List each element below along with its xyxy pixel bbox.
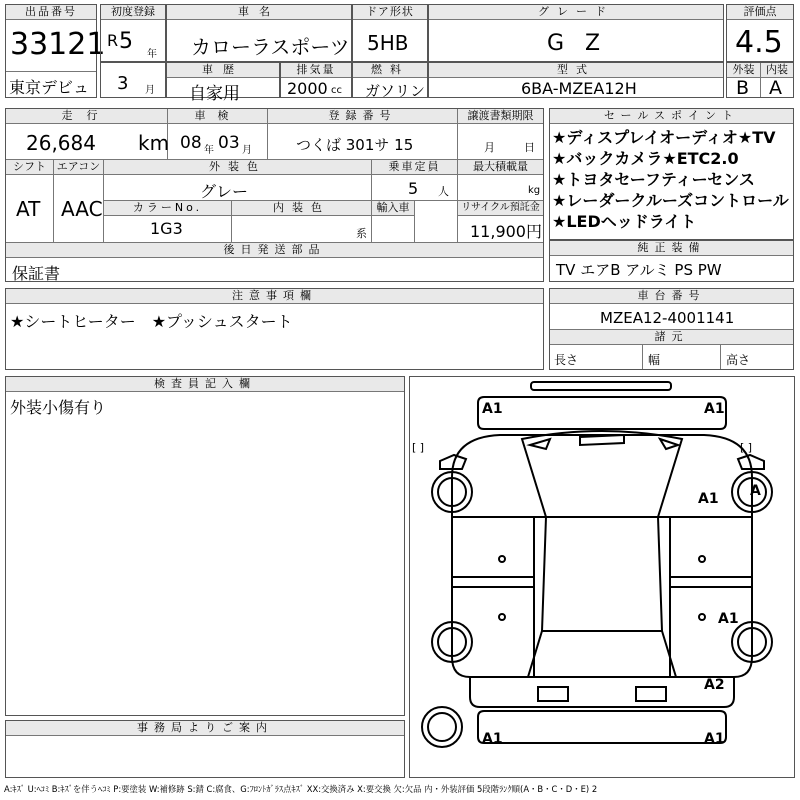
door-box [352, 4, 428, 62]
model: 6BA-MZEA12H [521, 79, 637, 98]
year-value: 5 [119, 29, 133, 54]
notes-box [5, 288, 544, 370]
color-no-label: カラーNo. [104, 201, 231, 216]
ac: AAC [61, 197, 103, 221]
grade-label: グレード [429, 5, 723, 20]
equipment-label: 純正装備 [550, 241, 793, 256]
month-value: 3 [117, 73, 129, 94]
mileage-label: 走行 [6, 109, 167, 124]
inspection-year-unit: 年 [204, 145, 214, 156]
equipment: TV エアB アルミ PS PW [556, 261, 722, 279]
inspection-year: 08 [180, 133, 202, 153]
month-unit: 月 [145, 85, 155, 96]
damage-mark: A1 [718, 611, 739, 627]
capacity: 5 [408, 179, 419, 198]
model-box [428, 62, 724, 98]
fuel-label: 燃料 [353, 63, 427, 78]
recycle-label: リサイクル預託金 [457, 201, 543, 216]
int-color-label: 内装色 [231, 201, 371, 216]
sales-point: ★レーダークルーズコントロール [552, 191, 789, 210]
door-type: 5HB [367, 31, 409, 55]
sales-point: ★バックカメラ★ETC2.0 [552, 149, 739, 168]
damage-mark: A1 [704, 401, 725, 417]
damage-mark: A1 [482, 731, 503, 747]
car-name-label: 車名 [167, 5, 351, 20]
sales-point: ★トヨタセーフティーセンス [552, 170, 755, 189]
score: 4.5 [735, 25, 783, 60]
score-box [726, 4, 794, 62]
fuel: ガソリン [365, 82, 426, 100]
specs-box [5, 108, 544, 282]
disp-label: 排気量 [281, 63, 351, 78]
ext-grade: B [736, 77, 750, 99]
dims-label: 諸元 [550, 330, 793, 345]
bracket-right: [ ] [740, 441, 753, 454]
inspector-note: 外装小傷有り [10, 398, 107, 417]
notes-label: 注意事項欄 [6, 289, 543, 304]
recycle: 11,900円 [470, 222, 542, 241]
int-grade: A [769, 77, 782, 99]
year-unit: 年 [147, 49, 157, 60]
lot-label: 出品番号 [6, 5, 96, 20]
car-diagram [409, 376, 795, 778]
damage-mark: A1 [698, 491, 719, 507]
disp-unit: cc [331, 85, 342, 96]
plate: つくば 301サ 15 [296, 136, 414, 154]
first-reg-label: 初度登録 [101, 5, 165, 20]
inspection-month: 03 [218, 133, 240, 153]
lot-number: 33121 [10, 27, 106, 62]
damage-mark: A1 [482, 401, 503, 417]
height-label: 高さ [726, 353, 751, 367]
capacity-unit: 人 [438, 185, 449, 198]
inspector-label: 検査員記入欄 [6, 377, 404, 392]
plate-label: 登録番号 [267, 109, 457, 124]
era: R [107, 31, 119, 50]
grade: G Z [547, 31, 601, 56]
debut-label: 東京デビュ [9, 78, 90, 97]
inspector-box [5, 376, 405, 716]
lot-box [5, 4, 106, 98]
color-label: 外装色 [104, 160, 371, 175]
score-label: 評価点 [727, 5, 793, 20]
notes: ★シートヒーター ★プッシュスタート [10, 312, 293, 331]
load-unit: kg [528, 185, 541, 196]
capacity-label: 乗車定員 [371, 160, 457, 175]
color: グレー [200, 182, 249, 201]
model-label: 型式 [429, 63, 723, 78]
mileage: 26,684 [26, 131, 96, 155]
first-registration-box [100, 4, 166, 62]
damage-mark: A [750, 483, 761, 499]
transfer-label: 譲渡書類期限 [457, 109, 543, 124]
car-outline [410, 377, 794, 777]
displacement-box [280, 62, 352, 98]
month-box [100, 62, 166, 98]
transfer-day-unit: 日 [524, 141, 535, 154]
equipment-box [549, 240, 794, 282]
office-label: 事務局よりご案内 [6, 721, 404, 736]
chassis-number: MZEA12-4001141 [600, 309, 735, 327]
ac-label: エアコン [53, 160, 103, 175]
later-parts: 保証書 [12, 264, 61, 283]
sales-points-box [549, 108, 794, 240]
shift-label: シフト [6, 160, 53, 175]
sales-point: ★LEDヘッドライト [552, 212, 697, 231]
later-parts-label: 後日発送部品 [6, 243, 543, 258]
legend: A:ｷｽﾞ U:ﾍｺﾐ B:ｷｽﾞを伴うﾍｺﾐ P:要塗装 W:補修跡 S:錆 C:腐食、G:ﾌﾛﾝﾄｶﾞﾗｽ点ｷｽﾞ XX:交換済み X:要交換 欠:欠品 内・外装評価 5段階ﾗﾝｸ順(A・B・C・D・E) 2 [4, 784, 598, 794]
car-name-box [166, 4, 352, 62]
ext-label: 外装 [727, 63, 760, 78]
damage-mark: A1 [704, 731, 725, 747]
color-no: 1G3 [150, 219, 183, 238]
int-color-unit: 系 [356, 227, 367, 240]
bracket-left: [ ] [412, 441, 425, 454]
door-label: ドア形状 [353, 5, 427, 20]
chassis-label: 車台番号 [550, 289, 793, 304]
length-label: 長さ [554, 353, 579, 367]
width-label: 幅 [648, 353, 661, 367]
inspection-month-unit: 月 [242, 145, 252, 156]
car-name: カローラスポーツ [191, 35, 350, 59]
ext-int-box [726, 62, 794, 98]
history: 自家用 [189, 84, 240, 104]
mileage-unit: km [138, 131, 170, 155]
displacement: 2000 [287, 79, 328, 98]
history-label: 車歴 [167, 63, 279, 78]
transfer-month-unit: 月 [484, 141, 495, 154]
sales-points-label: セールスポイント [550, 109, 793, 124]
load-label: 最大積載量 [457, 160, 543, 175]
int-label: 内装 [760, 63, 793, 78]
chassis-box [549, 288, 794, 370]
shift: AT [16, 197, 41, 221]
damage-mark: A2 [704, 677, 725, 693]
grade-box [428, 4, 724, 62]
import-label: 輸入車 [371, 201, 414, 216]
history-box [166, 62, 280, 104]
sales-point: ★ディスプレイオーディオ★TV [552, 128, 776, 147]
inspection-label: 車検 [167, 109, 267, 124]
office-box [5, 720, 405, 778]
fuel-box [352, 62, 428, 98]
